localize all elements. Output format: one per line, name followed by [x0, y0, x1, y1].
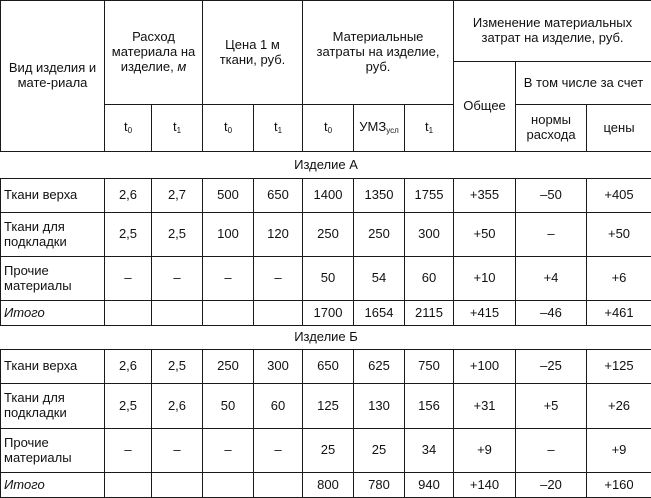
table-cell: 1700 — [303, 301, 354, 326]
table-cell: – — [254, 429, 303, 473]
header-norms: нормы расхода — [516, 105, 587, 152]
table-cell: 2,6 — [105, 179, 152, 213]
table-cell: – — [516, 213, 587, 257]
row-label: Итого — [1, 473, 105, 498]
section-header — [1, 152, 651, 179]
table-cell: 250 — [303, 213, 354, 257]
table-cell: 120 — [254, 213, 303, 257]
table-cell: 50 — [303, 257, 354, 301]
header-cost-t1: $t_1$ — [405, 105, 454, 152]
header-price: Цена 1 м ткани, руб. — [203, 1, 303, 105]
table-cell: 650 — [303, 350, 354, 384]
table-row — [1, 257, 651, 301]
table-cell: 25 — [354, 429, 405, 473]
table-cell: 54 — [354, 257, 405, 301]
table-cell: 2,6 — [152, 384, 203, 429]
table-cell: – — [203, 429, 254, 473]
table-cell — [254, 301, 303, 326]
table-cell: 2115 — [405, 301, 454, 326]
table-cell: 125 — [303, 384, 354, 429]
table-cell: +5 — [516, 384, 587, 429]
row-label: Прочие материалы — [1, 429, 105, 473]
table-cell: +461 — [587, 301, 651, 326]
table-cell: 1755 — [405, 179, 454, 213]
table-cell: 100 — [203, 213, 254, 257]
table-row — [1, 179, 651, 213]
table-cell: +9 — [454, 429, 516, 473]
table-cell: – — [152, 429, 203, 473]
table-cell: 156 — [405, 384, 454, 429]
table-cell: 2,5 — [152, 350, 203, 384]
table-cell: – — [105, 257, 152, 301]
table-cell — [152, 301, 203, 326]
table-cell: 2,5 — [105, 213, 152, 257]
table-cell: +100 — [454, 350, 516, 384]
table-row — [1, 213, 651, 257]
table-cell: –25 — [516, 350, 587, 384]
row-label: Ткани для подкладки — [1, 213, 105, 257]
header-change: Изменение материальных затрат на изделие, руб. — [454, 1, 651, 62]
header-prices: цены — [587, 105, 651, 152]
table-cell: +50 — [454, 213, 516, 257]
table-cell: 1400 — [303, 179, 354, 213]
table-cell: 1654 — [354, 301, 405, 326]
table-cell: +140 — [454, 473, 516, 498]
table-cell: – — [152, 257, 203, 301]
table-cell: +125 — [587, 350, 651, 384]
header-price-t1: $t_1$ — [254, 105, 303, 152]
table-cell: 2,7 — [152, 179, 203, 213]
header-cost-umz: $УМЗ_{усл}$ — [354, 105, 405, 152]
table-cell: 50 — [203, 384, 254, 429]
table-cell — [203, 301, 254, 326]
header-cost-t0: $t_0$ — [303, 105, 354, 152]
row-label: Ткани верха — [1, 350, 105, 384]
section-header — [1, 326, 651, 350]
table-cell: 250 — [203, 350, 254, 384]
table-row — [1, 429, 651, 473]
table-cell: +26 — [587, 384, 651, 429]
table-cell: 60 — [405, 257, 454, 301]
row-label: Ткани верха — [1, 179, 105, 213]
table-cell: 625 — [354, 350, 405, 384]
header-usage-label: Расход материала на изделие, — [112, 29, 195, 74]
table-cell: +4 — [516, 257, 587, 301]
table-cell: +31 — [454, 384, 516, 429]
table-cell: 300 — [405, 213, 454, 257]
table-cell: 25 — [303, 429, 354, 473]
header-total: Общее — [454, 62, 516, 152]
table-cell: – — [254, 257, 303, 301]
header-usage-t0: $t_0$ — [105, 105, 152, 152]
section-title: Изделие А — [1, 152, 651, 179]
table-cell: –50 — [516, 179, 587, 213]
table-cell: 500 — [203, 179, 254, 213]
table-cell: – — [105, 429, 152, 473]
table-cell: – — [516, 429, 587, 473]
table-row — [1, 301, 651, 326]
table-cell: +160 — [587, 473, 651, 498]
table-cell: +415 — [454, 301, 516, 326]
row-label: Ткани для подкладки — [1, 384, 105, 429]
table-cell: –46 — [516, 301, 587, 326]
table-row — [1, 384, 651, 429]
header-kind: Вид изделия и мате-риала — [1, 1, 105, 152]
header-price-t0: $t_0$ — [203, 105, 254, 152]
table-header — [1, 1, 651, 152]
table-cell: +50 — [587, 213, 651, 257]
table-row — [1, 350, 651, 384]
row-label: Прочие материалы — [1, 257, 105, 301]
header-usage-unit: м — [177, 59, 186, 74]
header-usage — [105, 1, 203, 105]
section-title: Изделие Б — [1, 326, 651, 350]
table-cell: –20 — [516, 473, 587, 498]
table-cell: 800 — [303, 473, 354, 498]
table-cell — [105, 301, 152, 326]
table-cell: +10 — [454, 257, 516, 301]
header-usage-t1: $t_1$ — [152, 105, 203, 152]
header-cost: Материальные затраты на изделие, руб. — [303, 1, 454, 105]
table-body — [1, 152, 651, 498]
table-cell: 34 — [405, 429, 454, 473]
row-label: Итого — [1, 301, 105, 326]
header-including: В том числе за счет — [516, 62, 651, 105]
table-cell: 2,5 — [152, 213, 203, 257]
table-cell: 650 — [254, 179, 303, 213]
table-cell: 130 — [354, 384, 405, 429]
table-cell: 940 — [405, 473, 454, 498]
table-cell: 1350 — [354, 179, 405, 213]
table-cell: +6 — [587, 257, 651, 301]
table-cell: 2,6 — [105, 350, 152, 384]
table-cell: 780 — [354, 473, 405, 498]
table-cell: 750 — [405, 350, 454, 384]
table-cell: – — [203, 257, 254, 301]
table-cell: +405 — [587, 179, 651, 213]
table-cell: 300 — [254, 350, 303, 384]
table-cell: 2,5 — [105, 384, 152, 429]
table-cell: 60 — [254, 384, 303, 429]
table-cell: +355 — [454, 179, 516, 213]
table-cell: +9 — [587, 429, 651, 473]
table-cell: 250 — [354, 213, 405, 257]
